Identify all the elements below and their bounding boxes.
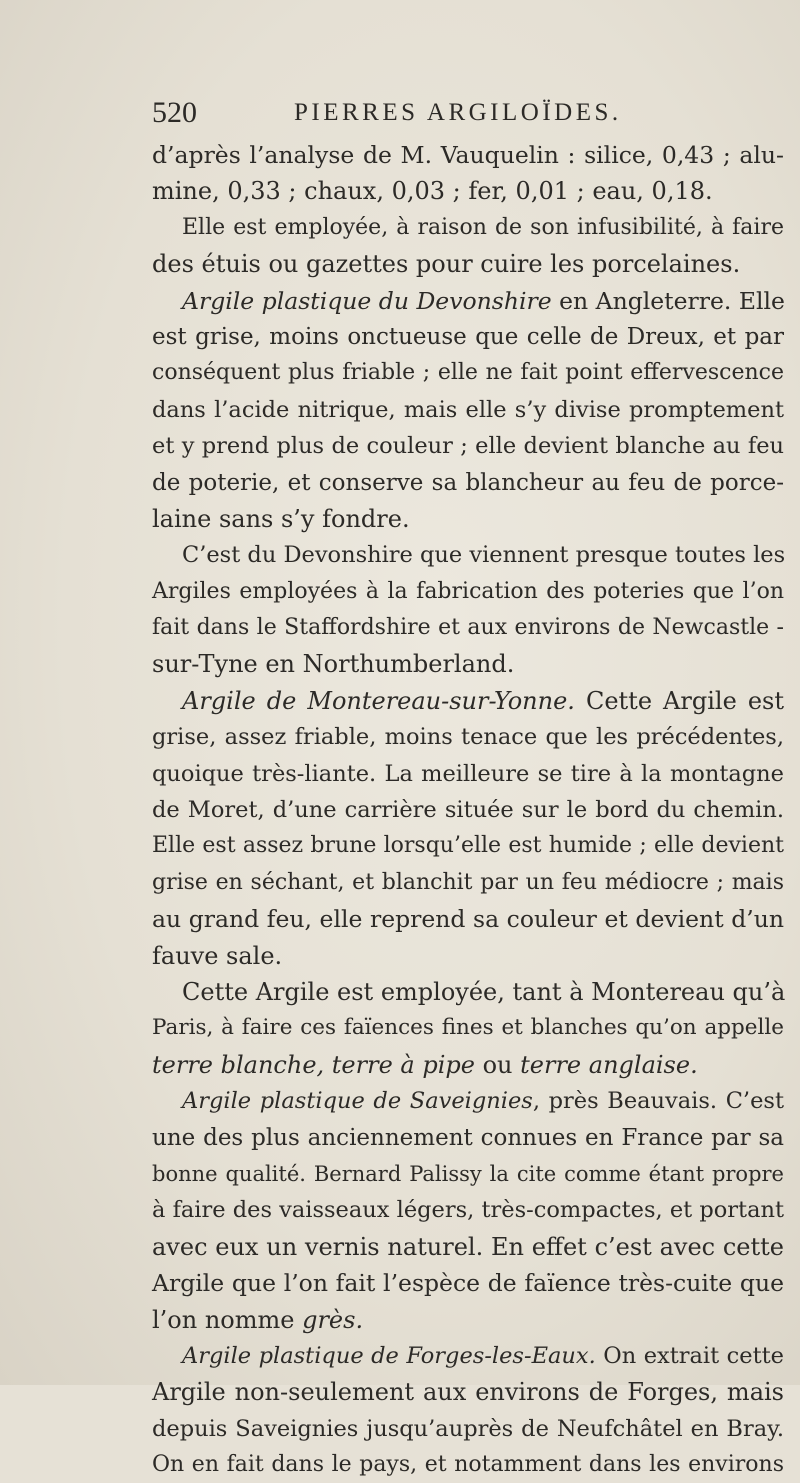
line-text: bonne qualité. Bernard Palissy la cite comme étant propre xyxy=(152,1161,784,1186)
italic-term: terre anglaise. xyxy=(520,1050,698,1079)
line-text: sur-Tyne en Northumberland. xyxy=(152,650,515,679)
text-line xyxy=(152,392,784,428)
line-text: On extrait cette xyxy=(595,1342,784,1369)
text-line xyxy=(152,319,784,355)
text-line xyxy=(152,865,784,901)
text-line xyxy=(152,1192,784,1228)
text-line xyxy=(152,646,784,682)
text-line xyxy=(152,246,784,282)
italic-term: terre blanche, terre à pipe xyxy=(152,1050,475,1079)
text-line xyxy=(152,574,784,610)
text-line xyxy=(152,537,784,573)
line-text: Argile non-seulement aux environs de Forges, mais xyxy=(152,1378,784,1407)
line-text: Paris, à faire ces faïences fines et blanches qu’on appelle xyxy=(152,1015,784,1041)
italic-term: Argile de Montereau-sur-Yonne. xyxy=(182,686,575,715)
line-text: en Angleterre. Elle xyxy=(551,286,785,315)
text-line xyxy=(152,1010,784,1046)
page-header xyxy=(152,96,712,136)
line-text: Cette Argile est xyxy=(574,686,784,715)
text-line xyxy=(152,137,784,173)
text-line xyxy=(152,1265,784,1301)
line-text: Cette Argile est employée, tant à Montereau qu’à xyxy=(182,977,786,1006)
text-line xyxy=(152,719,784,755)
line-text: une des plus anciennement connues en France par sa xyxy=(152,1124,784,1151)
text-line xyxy=(152,683,784,719)
running-title: PIERRES ARGILOÏDES. xyxy=(294,99,622,126)
text-line xyxy=(152,974,784,1010)
text-line xyxy=(152,173,784,209)
text-line xyxy=(152,1083,784,1119)
line-text: fait dans le Staffordshire et aux environs de Newcastle - xyxy=(152,615,784,641)
line-text: l’on nomme xyxy=(152,1305,303,1334)
page-number: 520 xyxy=(152,96,197,129)
line-text: au grand feu, elle reprend sa couleur et devient d’un xyxy=(152,905,784,934)
line-text: fauve sale. xyxy=(152,941,283,970)
line-text: et y prend plus de couleur ; elle devient blanche au feu xyxy=(152,433,784,460)
text-line xyxy=(152,1120,784,1156)
text-line xyxy=(152,792,784,828)
line-text: d’après l’analyse de M. Vauquelin : silice, 0,43 ; alu- xyxy=(152,141,784,169)
text-line xyxy=(152,428,784,464)
text-line xyxy=(152,1047,784,1083)
line-text: conséquent plus friable ; elle ne fait point effervescence xyxy=(152,360,784,386)
text-line xyxy=(152,1338,784,1374)
text-line xyxy=(152,465,784,501)
line-text: de poterie, et conserve sa blancheur au feu de porce- xyxy=(152,469,784,496)
line-text: Argiles employées à la fabrication des poteries que l’on xyxy=(152,578,784,604)
line-text: , près Beauvais. C’est xyxy=(532,1088,784,1115)
line-text: est grise, moins onctueuse que celle de Dreux, et par xyxy=(152,323,784,350)
line-text: quoique très-liante. La meilleure se tire à la montagne xyxy=(152,760,784,787)
text-line xyxy=(152,210,784,246)
text-line xyxy=(152,1374,784,1410)
text-line xyxy=(152,938,784,974)
line-text: à faire des vaisseaux légers, très-compactes, et portant xyxy=(152,1197,785,1224)
line-text: laine sans s’y fondre. xyxy=(152,504,410,533)
line-text: Argile que l’on fait l’espèce de faïence très-cuite que xyxy=(152,1269,784,1298)
line-text: des étuis ou gazettes pour cuire les porcelaines. xyxy=(152,250,741,279)
text-line xyxy=(152,283,784,319)
line-text: On en fait dans le pays, et notamment dans les environs xyxy=(152,1452,784,1478)
text-line xyxy=(152,1156,784,1192)
italic-term: Argile plastique du Devonshire xyxy=(182,286,552,315)
text-line xyxy=(152,901,784,937)
line-text: depuis Saveignies jusqu’auprès de Neufchâtel en Bray. xyxy=(152,1415,784,1442)
line-text: C’est du Devonshire que viennent presque toutes les xyxy=(182,542,786,569)
line-text: grise en séchant, et blanchit par un feu médiocre ; mais xyxy=(152,869,784,895)
line-text: ou xyxy=(474,1050,521,1079)
italic-term: Argile plastique de Saveignies xyxy=(182,1088,533,1115)
line-text: grise, assez friable, moins tenace que les précédentes, xyxy=(152,724,784,751)
text-line xyxy=(152,1302,784,1338)
italic-term: grès. xyxy=(302,1305,364,1334)
text-line xyxy=(152,610,784,646)
body-text xyxy=(152,137,784,1483)
line-text: avec eux un vernis naturel. En effet c’est avec cette xyxy=(152,1232,784,1261)
line-text: de Moret, d’une carrière située sur le bord du chemin. xyxy=(152,797,784,824)
line-text: Elle est assez brune lorsqu’elle est humide ; elle devient xyxy=(152,833,784,859)
text-line xyxy=(152,756,784,792)
text-line xyxy=(152,1447,784,1483)
text-line xyxy=(152,355,784,391)
text-line xyxy=(152,1411,784,1447)
line-text: Elle est employée, à raison de son infusibilité, à faire xyxy=(182,214,784,240)
line-text: dans l’acide nitrique, mais elle s’y divise promptement xyxy=(152,396,784,423)
text-line xyxy=(152,828,784,864)
line-text: mine, 0,33 ; chaux, 0,03 ; fer, 0,01 ; eau, 0,18. xyxy=(152,177,713,206)
italic-term: Argile plastique de Forges-les-Eaux. xyxy=(182,1342,596,1369)
text-line xyxy=(152,1229,784,1265)
text-line xyxy=(152,501,784,537)
